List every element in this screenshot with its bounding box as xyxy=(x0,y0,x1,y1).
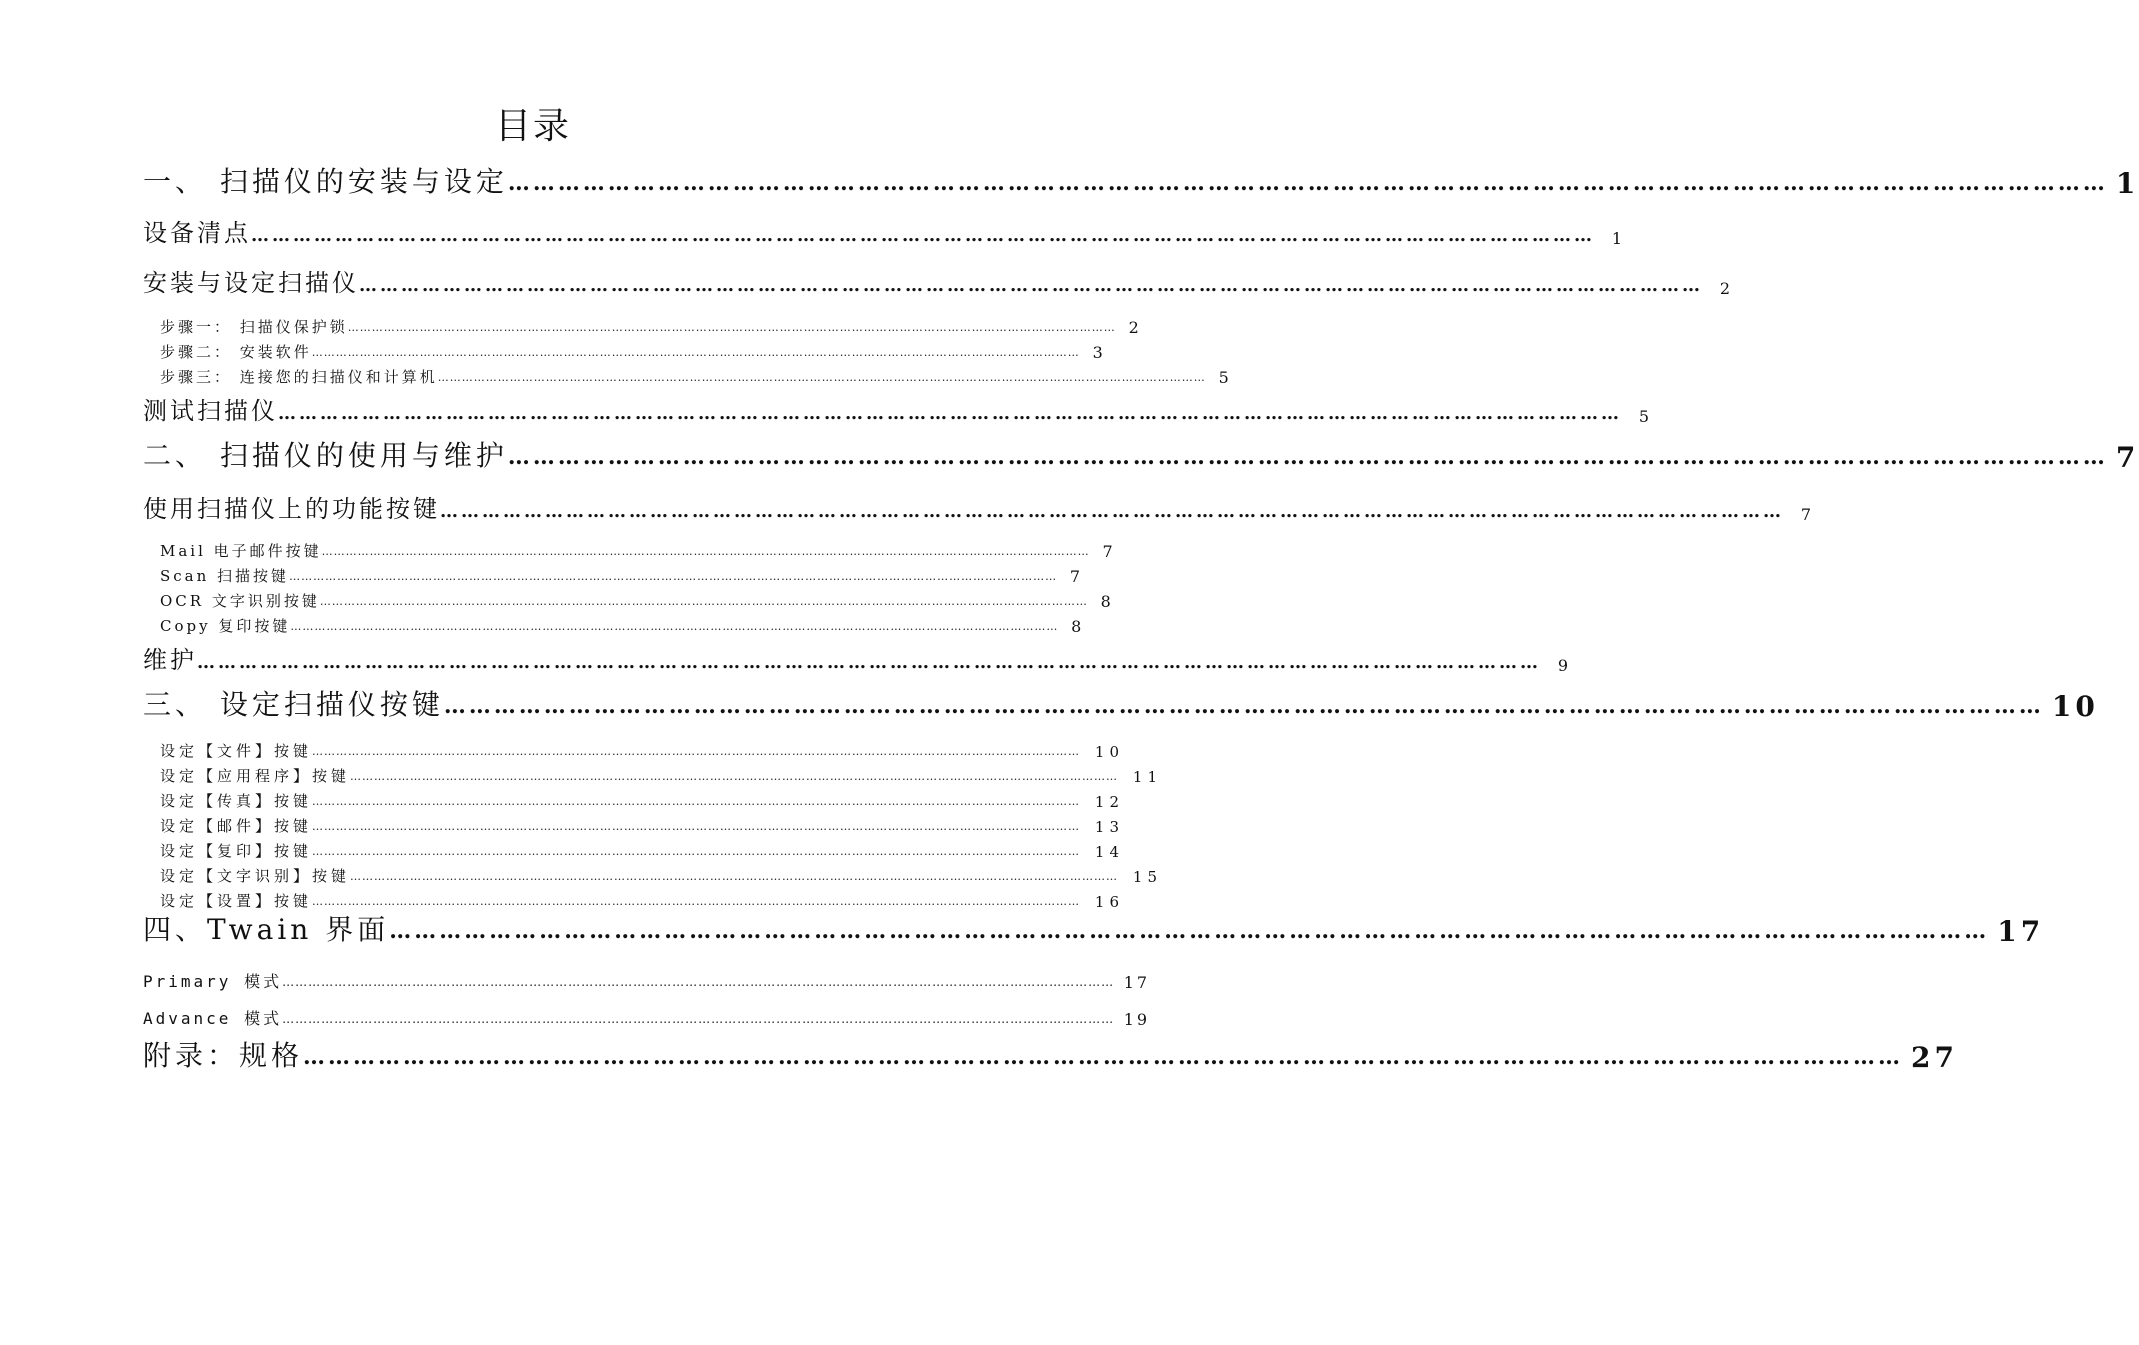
dot-leader: ………………………………………………………………………………………………………………………………………………………………………… xyxy=(312,820,1081,833)
dot-leader: ………………………………………………………………………………………………………………………………………………………………………… xyxy=(350,770,1119,783)
dot-leader: ………………………………………………………………………………………………………………………………………………………………………… xyxy=(289,570,1058,583)
entry-label: Copy 复印按键 xyxy=(160,617,291,635)
toc-entry-chapter-3[interactable] xyxy=(143,683,2099,723)
toc-entry-key-setting[interactable] xyxy=(160,789,1125,811)
toc-entry-key-setting[interactable] xyxy=(160,814,1125,836)
entry-label: 步骤三： 连接您的扫描仪和计算机 xyxy=(160,368,438,386)
entry-label: 步骤二： 安装软件 xyxy=(160,343,312,361)
dot-leader: ………………………………………………………………………………………………………………………………………………………………………… xyxy=(312,845,1081,858)
entry-page: 16 xyxy=(1094,893,1125,911)
dot-leader: ………………………………………………………………………………………………………………………………………………………………………… xyxy=(443,693,2044,719)
dot-leader: ………………………………………………………………………………………………………………………………………………………………………… xyxy=(389,918,1990,944)
entry-page: 1 xyxy=(2115,167,2139,200)
toc-entry-subsection[interactable] xyxy=(160,539,1116,561)
toc-entry-key-setting[interactable] xyxy=(160,864,1163,886)
dot-leader: ………………………………………………………………………………………………………………………………………………………………………… xyxy=(312,745,1081,758)
entry-page: 9 xyxy=(1557,656,1571,675)
entry-label: Scan 扫描按键 xyxy=(160,567,290,585)
toc-entry-key-setting[interactable] xyxy=(160,739,1125,761)
dot-leader: ………………………………………………………………………………………………………………………………………………………………………… xyxy=(282,1012,1115,1026)
toc-entry-chapter-4[interactable] xyxy=(143,908,2045,948)
toc-entry-mode[interactable] xyxy=(143,968,1151,992)
entry-page: 13 xyxy=(1094,818,1125,836)
dot-leader: ………………………………………………………………………………………………………………………………………………………………………… xyxy=(311,346,1080,359)
entry-label: 安装与设定扫描仪 xyxy=(143,269,359,297)
entry-page: 3 xyxy=(1092,343,1106,362)
entry-label: Advance 模式 xyxy=(143,1009,283,1028)
entry-label: OCR 文字识别按键 xyxy=(160,592,320,610)
dot-leader: ………………………………………………………………………………………………………………………………………………………………………… xyxy=(321,545,1090,558)
entry-page: 8 xyxy=(1071,617,1085,636)
toc-entry-key-setting[interactable] xyxy=(160,764,1163,786)
entry-page: 5 xyxy=(1638,407,1652,426)
toc-entry-key-setting[interactable] xyxy=(160,839,1125,861)
dot-leader: ………………………………………………………………………………………………………………………………………………………………………… xyxy=(282,975,1115,989)
dot-leader: ………………………………………………………………………………………………………………………………………………………………………… xyxy=(312,895,1081,908)
entry-page: 2 xyxy=(1128,318,1142,337)
toc-entry-mode[interactable] xyxy=(143,1005,1151,1029)
entry-page: 8 xyxy=(1100,592,1114,611)
entry-page: 15 xyxy=(1132,868,1163,886)
entry-label: 三、 设定扫描仪按键 xyxy=(143,688,444,721)
dot-leader: ………………………………………………………………………………………………………………………………………………………………………… xyxy=(303,1044,1904,1070)
entry-label: 设定【传真】按键 xyxy=(160,792,313,810)
entry-page: 1 xyxy=(1611,229,1625,248)
entry-label: 步骤一： 扫描仪保护锁 xyxy=(160,318,348,336)
entry-label: 设定【设置】按键 xyxy=(160,892,313,910)
entry-label: 设定【应用程序】按键 xyxy=(160,767,351,785)
entry-label: 维护 xyxy=(143,646,197,674)
entry-page: 7 xyxy=(1800,505,1814,524)
entry-label: 设定【文字识别】按键 xyxy=(160,867,351,885)
entry-label: Primary 模式 xyxy=(143,972,283,991)
dot-leader: ………………………………………………………………………………………………………………………………………………………………………… xyxy=(312,795,1081,808)
entry-page: 2 xyxy=(1719,279,1733,298)
entry-label: 附录：规格 xyxy=(143,1039,304,1072)
entry-page: 7 xyxy=(2115,441,2139,474)
dot-leader: ………………………………………………………………………………………………………………………………………………………………………… xyxy=(440,501,1784,522)
entry-label: 设定【邮件】按键 xyxy=(160,817,313,835)
toc-entry-section[interactable] xyxy=(143,214,1625,248)
toc-entry-section[interactable] xyxy=(143,641,1571,675)
toc-entry-chapter-1[interactable] xyxy=(143,160,2139,200)
toc-entry-section[interactable] xyxy=(143,392,1652,426)
entry-page: 14 xyxy=(1094,843,1125,861)
entry-label: 测试扫描仪 xyxy=(143,397,278,425)
entry-page: 5 xyxy=(1218,368,1232,387)
entry-page: 10 xyxy=(2051,690,2099,723)
toc-entry-subsection[interactable] xyxy=(160,315,1142,337)
toc-entry-section[interactable] xyxy=(143,264,1733,298)
entry-page: 12 xyxy=(1094,793,1125,811)
entry-page: 27 xyxy=(1911,1041,1958,1074)
dot-leader: ………………………………………………………………………………………………………………………………………………………………………… xyxy=(350,870,1119,883)
toc-title: 目录 xyxy=(494,106,571,147)
toc-entry-subsection[interactable] xyxy=(160,365,1232,387)
dot-leader: ………………………………………………………………………………………………………………………………………………………………………… xyxy=(319,595,1088,608)
dot-leader: ………………………………………………………………………………………………………………………………………………………………………… xyxy=(251,225,1595,246)
toc-entry-subsection[interactable] xyxy=(160,340,1106,362)
dot-leader: ………………………………………………………………………………………………………………………………………………………………………… xyxy=(290,620,1059,633)
entry-page: 17 xyxy=(1997,915,2045,948)
entry-page: 11 xyxy=(1132,768,1163,786)
entry-label: 使用扫描仪上的功能按键 xyxy=(143,495,440,523)
dot-leader: ………………………………………………………………………………………………………………………………………………………………………… xyxy=(507,444,2108,470)
entry-page: 10 xyxy=(1094,743,1125,761)
toc-entry-chapter-2[interactable] xyxy=(143,434,2139,474)
dot-leader: ………………………………………………………………………………………………………………………………………………………………………… xyxy=(437,371,1206,384)
toc-entry-appendix[interactable] xyxy=(143,1034,1958,1074)
entry-page: 17 xyxy=(1123,973,1151,992)
dot-leader: ………………………………………………………………………………………………………………………………………………………………………… xyxy=(197,652,1541,673)
dot-leader: ………………………………………………………………………………………………………………………………………………………………………… xyxy=(278,403,1622,424)
dot-leader: ………………………………………………………………………………………………………………………………………………………………………… xyxy=(347,321,1116,334)
toc-entry-section[interactable] xyxy=(143,490,1814,524)
entry-label: 四、Twain 界面 xyxy=(143,913,390,946)
entry-label: 设定【复印】按键 xyxy=(160,842,313,860)
toc-entry-subsection[interactable] xyxy=(160,564,1084,586)
entry-label: 一、 扫描仪的安装与设定 xyxy=(143,165,508,198)
entry-page: 7 xyxy=(1069,567,1084,586)
entry-page: 19 xyxy=(1123,1010,1151,1029)
entry-label: 设备清点 xyxy=(143,219,251,247)
entry-label: Mail 电子邮件按键 xyxy=(160,542,322,560)
dot-leader: ………………………………………………………………………………………………………………………………………………………………………… xyxy=(507,170,2108,196)
entry-label: 二、 扫描仪的使用与维护 xyxy=(143,439,508,472)
entry-label: 设定【文件】按键 xyxy=(160,742,313,760)
toc-entry-subsection[interactable] xyxy=(160,589,1114,611)
entry-page: 7 xyxy=(1102,542,1116,561)
dot-leader: ………………………………………………………………………………………………………………………………………………………………………… xyxy=(359,275,1703,296)
toc-entry-subsection[interactable] xyxy=(160,614,1085,636)
